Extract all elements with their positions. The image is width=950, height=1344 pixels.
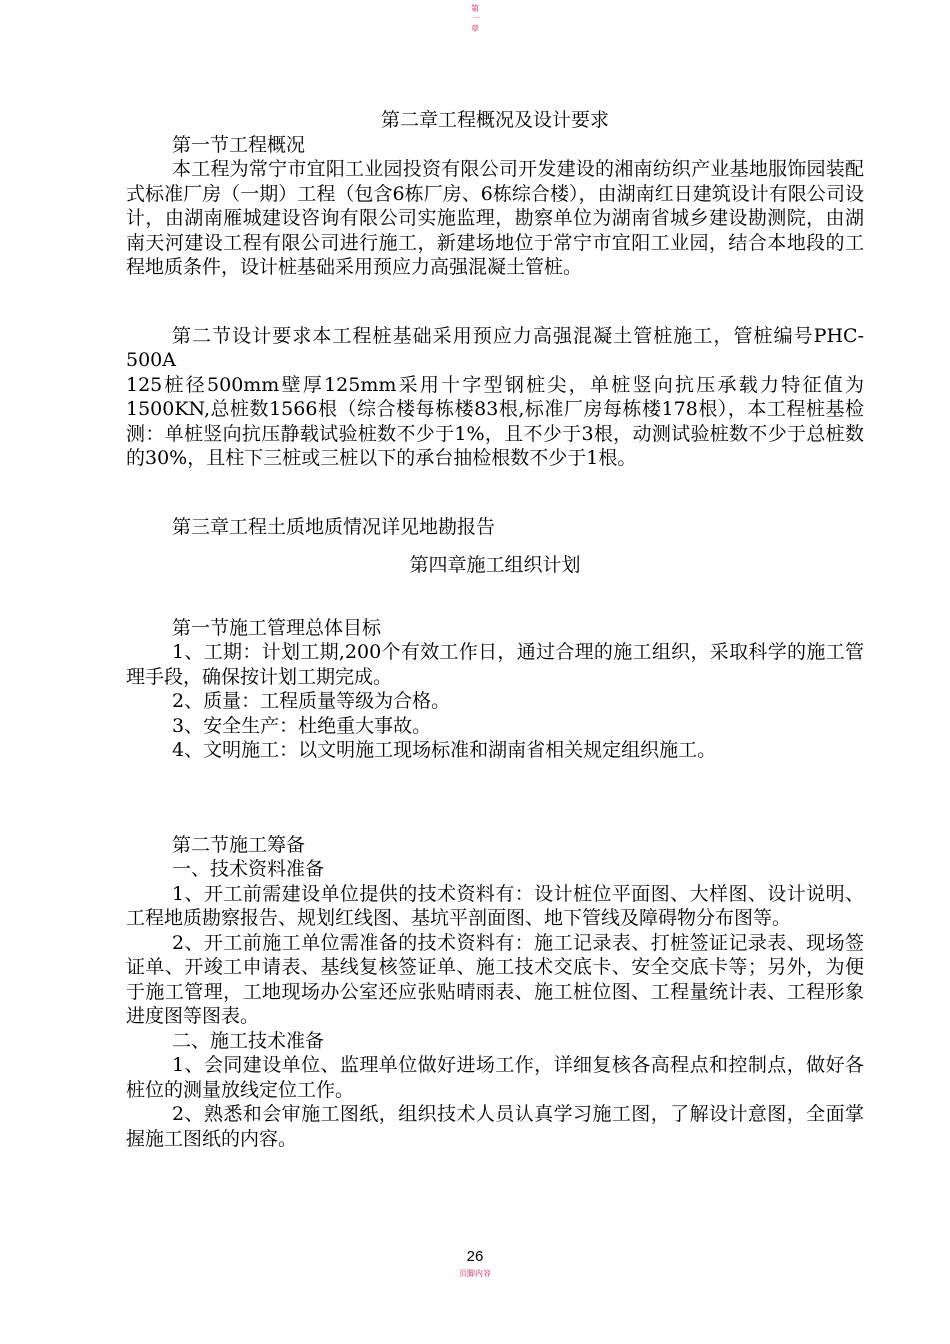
page-header xyxy=(0,4,950,34)
document-body xyxy=(126,108,864,1151)
header-char-3: 章 xyxy=(471,24,479,33)
chapter-2-title: 第二章工程概况及设计要求 xyxy=(380,109,609,131)
goal-3: 3、安全生产：杜绝重大事故。 xyxy=(172,714,432,737)
footer-text: 页脚内容 xyxy=(459,1269,491,1278)
section-2-body: 125桩径500mm壁厚125mm采用十字型钢桩尖，单桩竖向抗压承载力特征值为1500KN,总桩数1566根（综合楼每栋楼83根,标准厂房每栋楼178根），本工程桩基检测：单桩竖向抗压静载试验桩数不少于1%，且不少于3根，动测试验桩数不少于总桩数的30%，且柱下三桩或三桩以下的承台抽检根数不少于1根。 xyxy=(126,373,864,469)
prep-1-title: 一、技术资料准备 xyxy=(172,858,325,880)
chapter-4-section-1-title: 第一节施工管理总体目标 xyxy=(172,616,382,639)
prep-2-item-1: 1、会同建设单位、监理单位做好进场工作，详细复核各高程点和控制点，做好各桩位的测量放线定位工作。 xyxy=(126,1054,864,1101)
chapter-4-title: 第四章施工组织计划 xyxy=(409,554,581,576)
section-2-title: 第二节设计要求本工程桩基础采用预应力高强混凝土管桩施工，管桩编号PHC-500A xyxy=(126,324,864,371)
goal-2: 2、质量：工程质量等级为合格。 xyxy=(172,690,451,712)
prep-2-item-2: 2、熟悉和会审施工图纸，组织技术人员认真学习施工图，了解设计意图，全面掌握施工图纸的内容。 xyxy=(126,1103,864,1150)
header-char-2: 一 xyxy=(471,14,479,23)
section-1-title: 第一节工程概况 xyxy=(172,133,306,156)
chapter-3-title: 第三章工程土质地质情况详见地勘报告 xyxy=(172,515,496,538)
section-1-body: 本工程为常宁市宜阳工业园投资有限公司开发建设的湘南纺织产业基地服饰园装配式标准厂房（一期）工程（包含6栋厂房、6栋综合楼），由湖南红日建筑设计有限公司设计，由湖南雁城建设咨询有限公司实施监理，勘察单位为湖南省城乡建设勘测院，由湖南天河建设工程有限公司进行施工，新建场地位于常宁市宜阳工业园，结合本地段的工程地质条件，设计桩基础采用预应力高强混凝土管桩。 xyxy=(126,158,864,278)
prep-1-item-2: 2、开工前施工单位需准备的技术资料有：施工记录表、打桩签证记录表、现场签证单、开竣工申请表、基线复核签证单、施工技术交底卡、安全交底卡等；另外，为便于施工管理，工地现场办公室还应张贴晴雨表、施工桩位图、工程量统计表、工程形象进度图等图表。 xyxy=(126,931,864,1027)
prep-2-title: 二、施工技术准备 xyxy=(172,1029,325,1052)
chapter-4-section-2-title: 第二节施工筹备 xyxy=(172,833,306,856)
prep-1-item-1: 1、开工前需建设单位提供的技术资料有：设计桩位平面图、大样图、设计说明、工程地质勘察报告、规划红线图、基坑平剖面图、地下管线及障碍物分布图等。 xyxy=(126,882,864,929)
page-number: 26 xyxy=(466,1248,484,1265)
goal-1: 1、工期：计划工期,200个有效工作日，通过合理的施工组织，采取科学的施工管理手段，确保按计划工期完成。 xyxy=(126,641,864,688)
header-char-1: 第 xyxy=(471,4,479,13)
goal-4: 4、文明施工：以文明施工现场标准和湖南省相关规定组织施工。 xyxy=(172,739,717,761)
